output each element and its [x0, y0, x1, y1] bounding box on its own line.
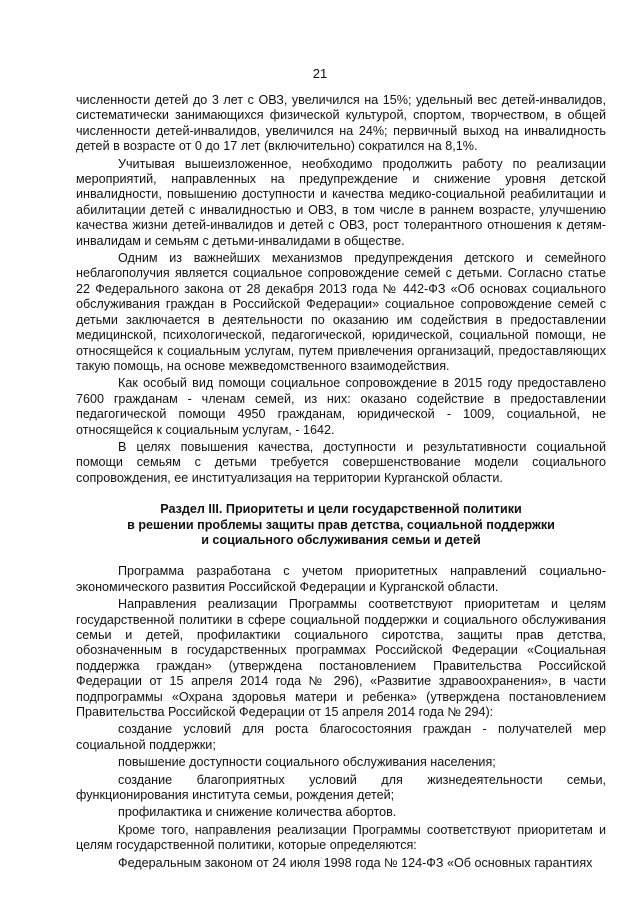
section-title	[76, 502, 606, 548]
paragraph: Федеральным законом от 24 июля 1998 года № 124-ФЗ «Об основных гарантиях	[118, 855, 593, 870]
paragraph: Одним из важнейших механизмов предупреждения детского и семейного неблагополучия является социальное сопровождение семей с детьми. Согласно статье 22 Федерального закона от 28 декабря 2013 года № 442-ФЗ «Об основах социального обслуживания граждан в Российской Федерации» социальное сопровождение семей с детьми заключается в деятельности по оказанию им содействия в предоставлении медицинской, психологической, педагогической, юридической, социальной помощи, не относящейся к социальным услугам, путем привлечения организаций, предоставляющих такую помощь, на основе межведомственного взаимодействия.	[76, 251, 606, 373]
paragraph: Направления реализации Программы соответствуют приоритетам и целям государственной политики в сфере социальной поддержки и социального обслуживания семьи и детей, профилактики социального сиротства, защиты прав детства, обозначенным в государственных программах Российской Федерации «Социальная поддержка граждан» (утверждена постановлением Правительства Российской Федерации от 15 апреля 2014 года № 296), «Развитие здравоохранения», в части подпрограммы «Охрана здоровья матери и ребенка» (утверждена постановлением Правительства Российской Федерации от 15 апреля 2014 года № 294):	[76, 597, 606, 720]
paragraph: Кроме того, направления реализации Программы соответствуют приоритетам и целям государственной политики, которые определяются:	[76, 822, 606, 853]
section-title-line: Раздел III. Приоритеты и цели государственной политики	[160, 502, 522, 517]
list-item: профилактика и снижение количества абортов.	[118, 805, 397, 820]
list-item: создание условий для роста благосостояния граждан - получателей мер социальной поддержки;	[76, 722, 606, 752]
list-item: создание благоприятных условий для жизнедеятельности семьи, функционирования института семьи, рождения детей;	[76, 772, 606, 803]
paragraph: В целях повышения качества, доступности и результативности социальной помощи семьям с детьми требуется совершенствование модели социального сопровождения, ее институализация на территории Курганской области.	[76, 439, 606, 485]
document-body	[76, 93, 606, 873]
section-title-line: и социального обслуживания семьи и детей	[201, 532, 481, 547]
paragraph: Учитывая вышеизложенное, необходимо продолжить работу по реализации мероприятий, направленных на предупреждение и снижение уровня детской инвалидности, повышению доступности и качества медико-социальной реабилитации и абилитации детей с инвалидностью и ОВЗ, в том числе в раннем возрасте, улучшению качества жизни детей-инвалидов и детей с ОВЗ, рост толерантного отношения к детям-инвалидам и семьям с детьми-инвалидами в обществе.	[76, 156, 606, 248]
section-title-line: в решении проблемы защиты прав детства, социальной поддержки	[127, 517, 555, 532]
paragraph: Программа разработана с учетом приоритетных направлений социально-экономического развития Российской Федерации и Курганской области.	[76, 564, 606, 594]
list-item: повышение доступности социального обслуживания населения;	[118, 755, 496, 770]
page-number: 21	[312, 66, 328, 81]
paragraph: Как особый вид помощи социальное сопровождение в 2015 году предоставлено 7600 гражданам - членам семей, из них: оказано содействие в предоставлении педагогической помощи 4950 гражданам, юридической - 1009, социальной, не относящейся к социальным услугам, - 1642.	[76, 376, 606, 437]
paragraph: численности детей до 3 лет с ОВЗ, увеличился на 15%; удельный вес детей-инвалидов, систематически занимающихся физической культурой, спортом, творчеством, в общей численности детей-инвалидов, увеличился на 24%; первичный выход на инвалидность детей в возрасте от 0 до 17 лет (включительно) сократился на 8,1%.	[76, 93, 606, 154]
